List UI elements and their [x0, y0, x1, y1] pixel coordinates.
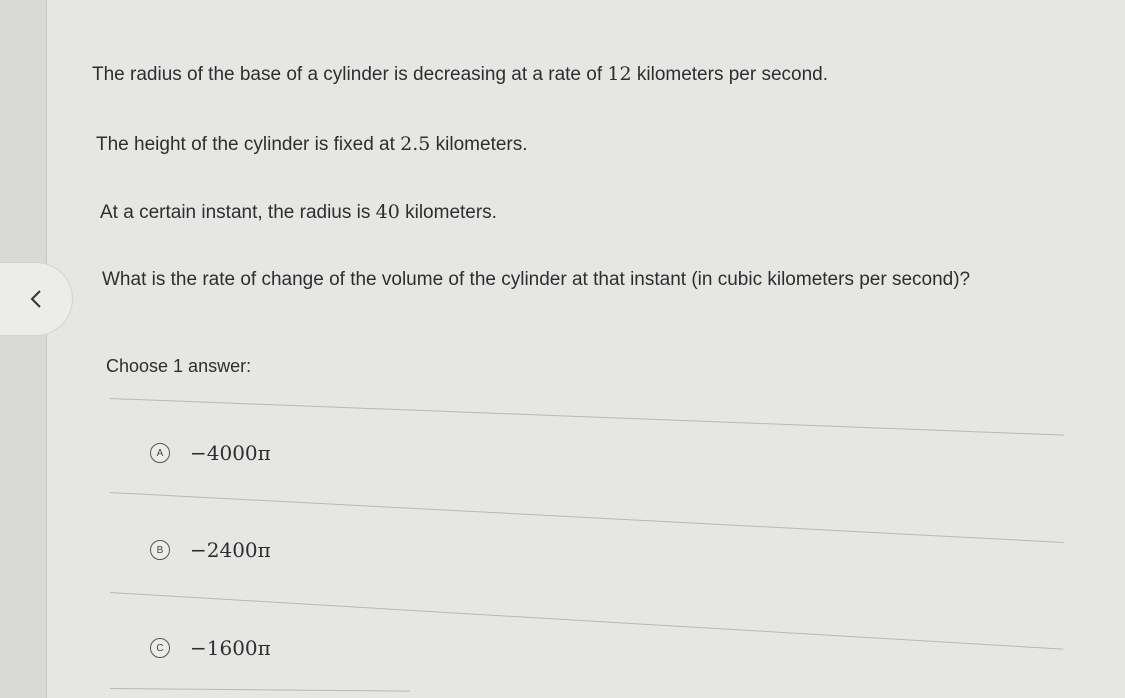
question-text: The radius of the base of a cylinder is decreasing at a rate of: [92, 64, 608, 85]
question-text: kilometers.: [430, 134, 528, 155]
question-prompt: What is the rate of change of the volume of the cylinder at that instant (in cubic kilometers per second)?: [102, 269, 971, 290]
left-margin-strip: [0, 0, 47, 698]
rate-value: 12: [607, 63, 632, 85]
answer-choice-c[interactable]: [150, 634, 271, 662]
radius-value: 40: [375, 201, 400, 223]
question-text: kilometers per second.: [631, 64, 829, 85]
choice-letter-b: B: [150, 540, 170, 560]
question-text-line-1: [92, 62, 828, 87]
divider: [110, 688, 410, 692]
previous-button[interactable]: [0, 262, 73, 336]
divider: [110, 398, 1064, 436]
choice-text-c: −1600π: [190, 636, 271, 660]
choose-answer-label: Choose 1 answer:: [106, 356, 252, 376]
choice-letter-a: A: [150, 443, 170, 463]
question-text: At a certain instant, the radius is: [100, 202, 376, 223]
height-value: 2.5: [400, 133, 431, 155]
answer-choice-b[interactable]: [150, 536, 271, 564]
choice-letter-c: C: [150, 638, 170, 658]
question-text-line-3: [100, 200, 497, 225]
choice-text-b: −2400π: [190, 538, 271, 562]
answer-choice-a[interactable]: [150, 439, 271, 467]
question-text: The height of the cylinder is fixed at: [96, 134, 401, 155]
chevron-left-icon: [29, 289, 43, 309]
question-text-line-2: [96, 132, 528, 157]
choice-text-a: −4000π: [190, 441, 271, 465]
question-panel: [92, 0, 1092, 698]
question-text: kilometers.: [399, 202, 497, 223]
